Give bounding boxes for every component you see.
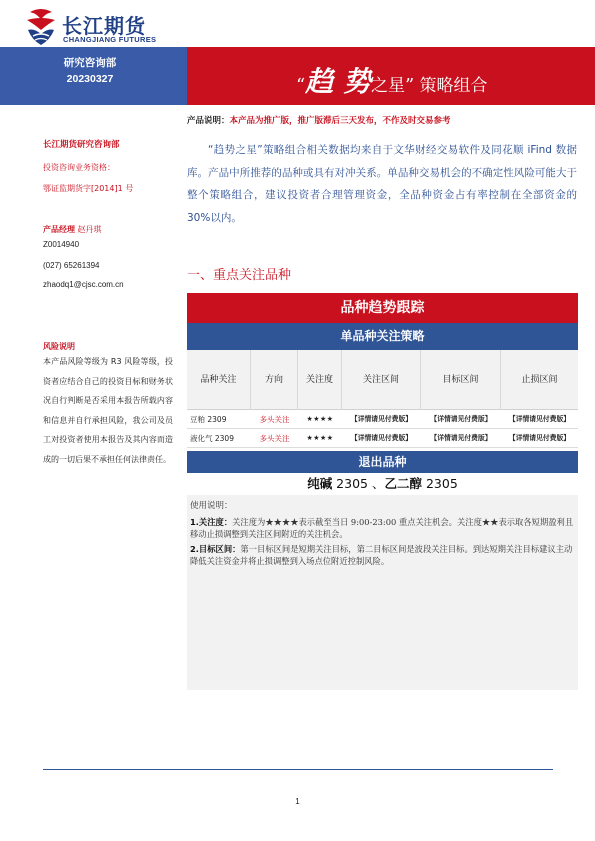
product-note-label: 产品说明： bbox=[187, 116, 230, 126]
row-product: 液化气 2309 bbox=[190, 434, 234, 443]
sidebar-qualification: 投资咨询业务资格： bbox=[43, 163, 115, 172]
column-header-watch-range: 关注区间 bbox=[342, 350, 421, 410]
usage-item-attention-label: 1.关注度： bbox=[190, 517, 233, 527]
usage-item-attention-text: 关注度为★★★★表示截至当日 9:00-23:00 重点关注机会。关注度★★表示取各短期盈利且移动止损调整到关注区间附近的关注机会。 bbox=[190, 517, 574, 539]
product-manager-name: 赵丹琪 bbox=[77, 225, 102, 234]
risk-text: 本产品风险等级为 R3 风险等级，投资者应结合自己的投资目标和财务状况自行判断是否采用本报告所载内容和信息并自行承担风险，我公司及员工对投资者使用本报告及其内容而造成的一切后果不承担任何法律责任。 bbox=[43, 357, 173, 464]
logo-chinese-name: 长江期货 bbox=[62, 14, 146, 38]
row-stop-range: 【详情请见付费版】 bbox=[508, 415, 571, 423]
table-row bbox=[187, 410, 578, 429]
exit-title: 退出品种 bbox=[187, 451, 578, 473]
title-quote-close: ” bbox=[404, 75, 415, 96]
manager-phone: (027) 65261394 bbox=[43, 261, 100, 270]
exit-item-2-name: 乙二醇 bbox=[384, 476, 422, 491]
table-title: 品种趋势跟踪 bbox=[187, 293, 578, 323]
exit-separator: 、 bbox=[368, 476, 385, 491]
usage-item-target-text: 第一目标区间是短期关注目标，第二目标区间是波段关注目标。到达短期关注目标建议主动降低关注资金并将止损调整到入场点位附近控制风险。 bbox=[190, 544, 573, 566]
column-header-attention: 关注度 bbox=[298, 350, 342, 410]
usage-item-attention bbox=[190, 516, 578, 540]
exit-products bbox=[187, 473, 578, 495]
manager-email[interactable]: zhaodq1@cjsc.com.cn bbox=[43, 280, 124, 289]
title-tail: 策略组合 bbox=[414, 76, 488, 96]
row-target-range: 【详情请见付费版】 bbox=[430, 434, 492, 442]
exit-item-1-code: 2305 bbox=[332, 476, 368, 491]
table-row bbox=[187, 429, 578, 448]
risk-title: 风险说明 bbox=[43, 342, 75, 351]
usage-title: 使用说明： bbox=[190, 501, 233, 511]
row-target-range: 【详情请见付费版】 bbox=[430, 415, 492, 423]
product-note bbox=[187, 114, 451, 126]
sidebar-license: 鄂证监期货字[2014]1 号 bbox=[43, 184, 134, 193]
column-header-stop-range: 止损区间 bbox=[521, 375, 558, 385]
title-quote-open: “ bbox=[296, 75, 306, 96]
report-title bbox=[296, 60, 488, 100]
logo-emblem-icon bbox=[24, 8, 58, 46]
row-direction: 多头关注 bbox=[259, 415, 290, 424]
row-direction: 多头关注 bbox=[259, 434, 290, 443]
department-label: 研究咨询部 bbox=[63, 57, 117, 69]
table-subtitle: 单品种关注策略 bbox=[187, 323, 578, 350]
report-date: 20230327 bbox=[66, 73, 114, 85]
row-attention-stars: ★★★★ bbox=[306, 434, 334, 442]
logo-english-name: CHANGJIANG FUTURES bbox=[63, 35, 157, 44]
company-logo bbox=[24, 8, 174, 48]
product-manager-label: 产品经理 bbox=[43, 225, 75, 234]
exit-item-1-name: 纯碱 bbox=[307, 476, 333, 491]
sidebar-department: 长江期货研究咨询部 bbox=[43, 140, 120, 150]
column-header-product: 品种关注 bbox=[187, 350, 251, 410]
usage-item-target-label: 2.目标区间： bbox=[190, 544, 241, 554]
product-manager bbox=[43, 224, 102, 235]
product-note-text: 本产品为推广版，推广版滞后三天发布，不作及时交易参考 bbox=[229, 116, 451, 126]
row-attention-stars: ★★★★ bbox=[306, 415, 334, 423]
column-header-direction: 方向 bbox=[251, 350, 298, 410]
exit-item-2-code: 2305 bbox=[422, 476, 458, 491]
row-product: 豆粕 2309 bbox=[190, 415, 227, 424]
footer-divider bbox=[43, 769, 553, 770]
title-emphasis: 趋 势 bbox=[305, 65, 371, 98]
title-star: 之星 bbox=[370, 76, 405, 96]
row-watch-range: 【详情请见付费版】 bbox=[350, 434, 413, 442]
manager-code: Z0014940 bbox=[43, 240, 80, 249]
page-number: 1 bbox=[295, 797, 300, 806]
table-header bbox=[187, 350, 578, 410]
usage-item-target bbox=[190, 543, 578, 567]
intro-paragraph: “趋势之星”策略组合相关数据均来自于文华财经交易软件及同花顺 iFind 数据库。产品中所推荐的品种或具有对冲关系。单品种交易机会的不确定性风险可能大于整个策略组合，建议投资者合理管理资金，全品种资金占有率控制在全部资金的 30%以内。 bbox=[187, 144, 577, 224]
row-stop-range: 【详情请见付费版】 bbox=[508, 434, 571, 442]
section-heading: 一、重点关注品种 bbox=[187, 268, 292, 283]
row-watch-range: 【详情请见付费版】 bbox=[350, 415, 413, 423]
column-header-target-range: 目标区间 bbox=[421, 350, 501, 410]
